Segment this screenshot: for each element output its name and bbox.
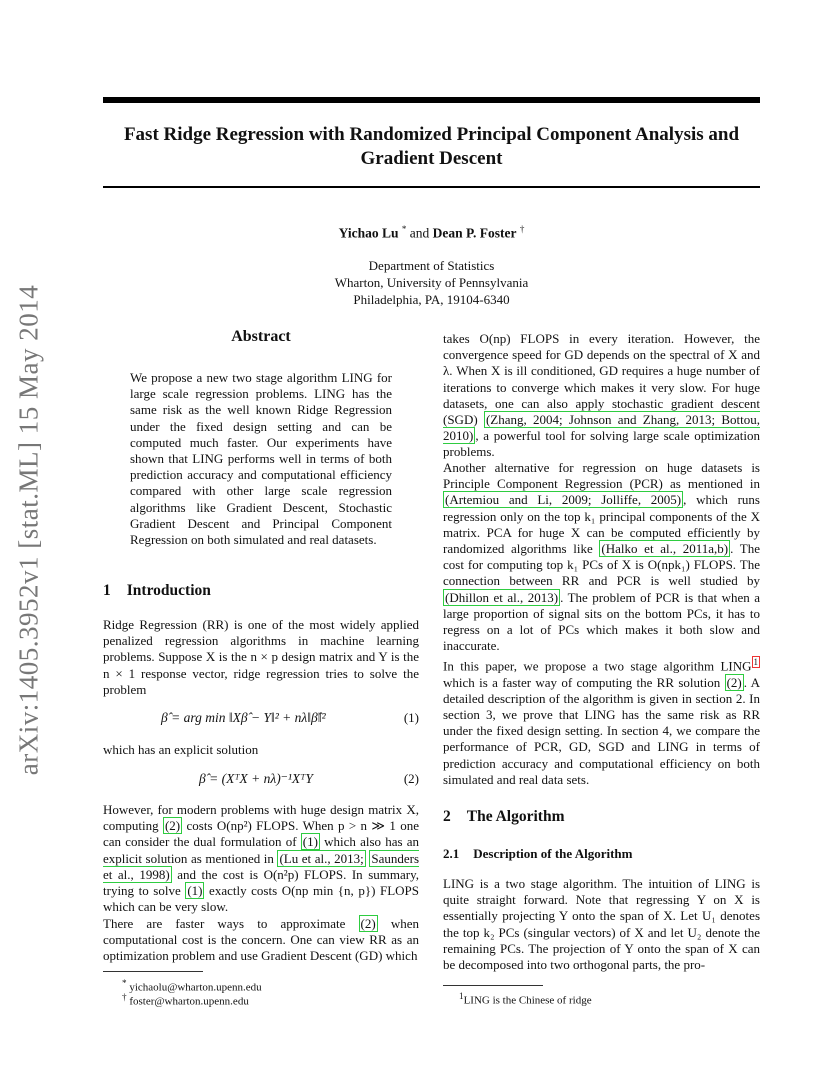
equation-ref-link[interactable]: (2) [360,916,376,931]
text-run: when computational cost is the concern. One can view RR as an optimization problem and use Gradient Descent (GD) which [103,916,419,964]
subsection-2-1-number: 2.1 [443,846,460,861]
citation-link-halko[interactable]: (Halko et al., 2011a,b) [601,541,729,557]
intro-paragraph-2: which has an explicit solution [103,742,259,757]
top-rule [103,97,760,103]
right-paragraph-4: LING is a two stage algorithm. The intuition of LING is quite straight forward. Note that regressing Y on X is essentially projecting Y onto the span of X. Let U₁ denotes the top k₂ PCs (singular vectors) of X and let U₂ denote the remaining PCs. The projection of Y onto the span of X can be decomposed into two orthogonal parts, the pro- [443,876,760,973]
subsection-2-1-heading [443,845,760,863]
author-2-mark: † [519,224,525,234]
citation-link-sgd[interactable]: (Zhang, 2004; Johnson and Zhang, 2013; Bottou, 2010) [443,412,760,444]
footnote-ref-link[interactable]: 1 [753,657,758,667]
footnote-right-1 [459,989,759,1008]
abstract-heading: Abstract [231,328,291,345]
citation-link-dhillon[interactable]: (Dhillon et al., 2013) [445,589,559,605]
abstract-text: We propose a new two stage algorithm LING for large scale regression problems. LING has the same risk as the well known Ridge Regression under the fixed design setting and can be computed much faster. Our experiments have shown that LING performs well in terms of both prediction accuracy and computational efficiency compared with other large scale regression algorithms like Gradient Descent, Stochastic Gradient Descent and Principal Component Regression on both simulated and real datasets. [130,370,392,548]
text-run: which also has an explicit solution as mentioned in [103,834,419,866]
citation-link-saunders[interactable]: Saunders et al., 1998) [103,850,420,882]
equation-2-number: (2) [403,771,419,786]
intro-paragraph-3 [103,802,419,915]
equation-1-body: β̂ = arg min ‖Xβ̂ − Y‖² + nλ‖β̂‖² [161,710,326,725]
text-run: , a powerful tool for solving large scale optimization problems. [443,428,760,460]
text-run: takes O(np) FLOPS in every iteration. However, the convergence speed for GD depends on the spectral of X and λ. When X is ill conditioned, GD requires a huge number of iterations to converge which makes it very slow. For huge datasets, one can also apply stochastic gradient descent (SGD) [443,331,760,428]
footnote-left-2 [122,990,422,1009]
footnote-email: foster@wharton.upenn.edu [129,995,249,1008]
text-run: . The problem of PCR is that when a large proportion of signal sits on the bottom PCs, it has to regress on a lot of PCs which makes it both slow and inaccurate. [443,589,760,654]
title-rule [103,186,760,188]
text-run: and the cost is O(n²p) FLOPS. In summary, trying to solve [103,866,419,899]
text-run: costs O(np²) FLOPS. When p > n ≫ 1 one can consider the dual formulation of [103,818,419,850]
section-2-heading [443,808,760,826]
text-run: There are faster ways to approximate [103,916,359,931]
text-run: . A detailed description of the algorithm is given in section 2. In section 3, we prove that LING has the same risk as RR under the fixed design setting. In section 4, we compare the performance of PCR, GD, SGD and LING in terms of prediction accuracy and computational efficiency on both simulated and real data sets. [443,674,760,787]
author-joiner: and [409,225,430,241]
equation-2-body: β̂ = (XᵀX + nλ)⁻¹XᵀY [199,771,313,786]
section-2-title: The Algorithm [466,808,565,825]
author-1-name: Yichao Lu [338,225,399,241]
right-paragraph-1 [443,331,760,461]
text-run: . The cost for computing top k₁ PCs of X is O(npk₁) FLOPS. The connection between RR and PCR is well studied by [443,541,760,589]
section-2-number: 2 [443,808,451,825]
citation-link-pcr[interactable]: (Artemiou and Li, 2009; Jolliffe, 2005) [445,492,682,508]
equation-ref-link[interactable]: (2) [726,674,742,690]
affiliation-address: Philadelphia, PA, 19104-6340 [353,292,510,307]
equation-ref-link[interactable]: (1) [187,883,203,899]
section-1-number: 1 [103,582,111,599]
right-paragraph-3 [443,654,760,788]
citation-link-lu[interactable]: (Lu et al., 2013; [279,850,364,866]
equation-ref-link[interactable]: (1) [302,834,318,850]
subsection-2-1-title: Description of the Algorithm [473,846,633,861]
text-run: Another alternative for regression on huge datasets is Principle Component Regression (PCR) as mentioned in [443,460,760,492]
footnote-rule-right [443,985,543,986]
text-run: exactly costs O(np min {n, p}) FLOPS which can be very slow. [103,883,419,915]
section-1-title: Introduction [126,582,211,599]
affiliation [103,257,760,308]
intro-paragraph-1: Ridge Regression (RR) is one of the most widely applied penalized regression algorithms in machine learning problems. Suppose X is the n × p design matrix and Y is the n × 1 response vector, ridge regression tries to solve the problem [103,617,419,697]
text-run: However, for modern problems with huge design matrix X, computing [103,802,419,834]
section-1-heading [103,582,419,600]
equation-1-number: (1) [403,710,419,725]
footnote-rule-left [103,971,203,972]
footnote-mark: * [122,978,127,988]
text-run: which is a faster way of computing the RR solution [443,674,725,690]
text-run: , which runs regression only on the top k₁ principal components of the X matrix. PCA for huge X can be computed efficiently by randomized algorithms like [443,492,760,557]
author-line [103,224,760,242]
affiliation-school: Wharton, University of Pennsylvania [334,275,529,290]
footnote-text: LING is the Chinese of ridge [463,994,592,1007]
author-1-mark: * [401,224,407,234]
author-2-name: Dean P. Foster [432,225,517,241]
footnote-email: yichaolu@wharton.upenn.edu [129,981,262,994]
intro-paragraph-4 [103,916,419,965]
arxiv-stamp [6,284,52,776]
right-paragraph-2 [443,460,760,654]
footnote-mark: 1 [459,991,464,1001]
text-run: In this paper, we propose a two stage algorithm LING [443,658,752,674]
arxiv-stamp-text: arXiv:1405.3952v1 [stat.ML] 15 May 2014 [13,284,44,776]
affiliation-dept: Department of Statistics [368,258,495,273]
footnote-mark: † [122,992,127,1002]
paper-title: Fast Ridge Regression with Randomized Principal Component Analysis and Gradient Descent [123,124,740,169]
equation-ref-link[interactable]: (2) [164,818,181,834]
